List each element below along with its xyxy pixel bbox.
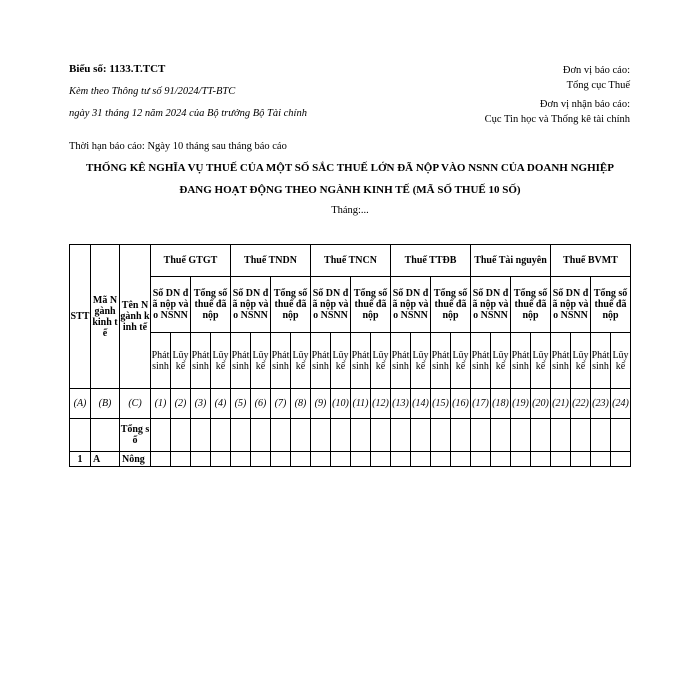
column-index: (18) (491, 389, 511, 419)
col-industry-code: Mã Ngành kinh tế (91, 245, 120, 389)
column-index: (20) (531, 389, 551, 419)
cell (471, 452, 491, 467)
group-pit: Thuế TNCN (311, 245, 391, 277)
group-resource: Thuế Tài nguyên (471, 245, 551, 277)
circular-reference: Kèm theo Thông tư số 91/2024/TT-BTC (69, 86, 236, 97)
leaf-arising: Phát sinh (351, 333, 371, 389)
leaf-cumulative: Lũy kế (411, 333, 431, 389)
data-row-1 (70, 452, 631, 467)
group-vat: Thuế GTGT (151, 245, 231, 277)
row-stt: 1 (70, 452, 91, 467)
group-env: Thuế BVMT (551, 245, 631, 277)
column-index: (2) (171, 389, 191, 419)
column-index: (4) (211, 389, 231, 419)
cell (151, 452, 171, 467)
leaf-arising: Phát sinh (191, 333, 211, 389)
column-index: (16) (451, 389, 471, 419)
leaf-cumulative: Lũy kế (331, 333, 351, 389)
cell (551, 452, 571, 467)
tax-report-table (69, 244, 631, 467)
leaf-arising: Phát sinh (551, 333, 571, 389)
total-row (70, 419, 631, 452)
column-index: (13) (391, 389, 411, 419)
cell (571, 452, 591, 467)
cell (211, 452, 231, 467)
leaf-arising: Phát sinh (231, 333, 251, 389)
column-index: (11) (351, 389, 371, 419)
column-index: (6) (251, 389, 271, 419)
row-industry-name: Nông (120, 452, 151, 467)
total-stt (70, 419, 91, 452)
total-code (91, 419, 120, 452)
cell (411, 452, 431, 467)
cell (251, 419, 271, 452)
cell (551, 419, 571, 452)
cell (531, 452, 551, 467)
cell (371, 452, 391, 467)
cell (571, 419, 591, 452)
column-index: (15) (431, 389, 451, 419)
column-index: (17) (471, 389, 491, 419)
header-row-leaves (70, 333, 631, 389)
column-index: (1) (151, 389, 171, 419)
cell (191, 452, 211, 467)
column-index: (22) (571, 389, 591, 419)
leaf-arising: Phát sinh (151, 333, 171, 389)
cell (391, 419, 411, 452)
leaf-cumulative: Lũy kế (571, 333, 591, 389)
column-index: (C) (120, 389, 151, 419)
cell (411, 419, 431, 452)
column-index: (5) (231, 389, 251, 419)
column-index: (3) (191, 389, 211, 419)
subheader-total: Tổng số thuế đã nộp (191, 277, 231, 333)
cell (351, 452, 371, 467)
cell (271, 419, 291, 452)
index-row (70, 389, 631, 419)
report-title-line2: ĐANG HOẠT ĐỘNG THEO NGÀNH KINH TẾ (MÃ SỐ THUẾ 10 SỐ) (179, 184, 521, 196)
cell (371, 419, 391, 452)
cell (351, 419, 371, 452)
group-sct: Thuế TTĐB (391, 245, 471, 277)
cell (511, 419, 531, 452)
circular-date: ngày 31 tháng 12 năm 2024 của Bộ trưởng Bộ Tài chính (69, 108, 307, 119)
col-stt: STT (70, 245, 91, 389)
leaf-arising: Phát sinh (431, 333, 451, 389)
leaf-cumulative: Lũy kế (611, 333, 631, 389)
subheader-total: Tổng số thuế đã nộp (591, 277, 631, 333)
leaf-arising: Phát sinh (391, 333, 411, 389)
column-index: (19) (511, 389, 531, 419)
cell (291, 419, 311, 452)
cell (431, 452, 451, 467)
cell (611, 419, 631, 452)
column-index: (8) (291, 389, 311, 419)
column-index: (12) (371, 389, 391, 419)
cell (451, 452, 471, 467)
col-industry-name: Tên Ngành kinh tế (120, 245, 151, 389)
subheader-count: Số DN đã nộp vào NSNN (231, 277, 271, 333)
column-index: (B) (91, 389, 120, 419)
cell (331, 452, 351, 467)
cell (451, 419, 471, 452)
subheader-count: Số DN đã nộp vào NSNN (551, 277, 591, 333)
form-number: Biểu số: 1133.T.TCT (69, 63, 166, 75)
leaf-cumulative: Lũy kế (291, 333, 311, 389)
cell (491, 452, 511, 467)
total-label: Tổng số (120, 419, 151, 452)
cell (251, 452, 271, 467)
column-index: (21) (551, 389, 571, 419)
cell (291, 452, 311, 467)
header-row-groups (70, 245, 631, 277)
cell (311, 419, 331, 452)
leaf-cumulative: Lũy kế (211, 333, 231, 389)
cell (151, 419, 171, 452)
subheader-total: Tổng số thuế đã nộp (351, 277, 391, 333)
header-row-subgroups (70, 277, 631, 333)
subheader-count: Số DN đã nộp vào NSNN (311, 277, 351, 333)
cell (231, 452, 251, 467)
leaf-cumulative: Lũy kế (451, 333, 471, 389)
reporting-unit: Tổng cục Thuế (566, 80, 630, 91)
cell (171, 452, 191, 467)
group-cit: Thuế TNDN (231, 245, 311, 277)
column-index: (A) (70, 389, 91, 419)
subheader-count: Số DN đã nộp vào NSNN (151, 277, 191, 333)
leaf-arising: Phát sinh (311, 333, 331, 389)
cell (391, 452, 411, 467)
subheader-total: Tổng số thuế đã nộp (271, 277, 311, 333)
report-title-line1: THỐNG KÊ NGHĨA VỤ THUẾ CỦA MỘT SỐ SẮC THUẾ LỚN ĐÃ NỘP VÀO NSNN CỦA DOANH NGHIỆP (86, 162, 614, 174)
subheader-count: Số DN đã nộp vào NSNN (471, 277, 511, 333)
cell (211, 419, 231, 452)
leaf-cumulative: Lũy kế (171, 333, 191, 389)
cell (331, 419, 351, 452)
column-index: (24) (611, 389, 631, 419)
report-deadline: Thời hạn báo cáo: Ngày 10 tháng sau tháng báo cáo (69, 141, 287, 152)
subheader-total: Tổng số thuế đã nộp (511, 277, 551, 333)
cell (171, 419, 191, 452)
leaf-arising: Phát sinh (511, 333, 531, 389)
cell (271, 452, 291, 467)
subheader-count: Số DN đã nộp vào NSNN (391, 277, 431, 333)
column-index: (9) (311, 389, 331, 419)
receiving-unit-label: Đơn vị nhận báo cáo: (539, 99, 630, 110)
cell (231, 419, 251, 452)
leaf-cumulative: Lũy kế (251, 333, 271, 389)
row-industry-code: A (91, 452, 120, 467)
cell (191, 419, 211, 452)
leaf-cumulative: Lũy kế (491, 333, 511, 389)
cell (431, 419, 451, 452)
column-index: (14) (411, 389, 431, 419)
leaf-arising: Phát sinh (271, 333, 291, 389)
column-index: (7) (271, 389, 291, 419)
cell (491, 419, 511, 452)
leaf-cumulative: Lũy kế (371, 333, 391, 389)
cell (531, 419, 551, 452)
leaf-arising: Phát sinh (591, 333, 611, 389)
leaf-arising: Phát sinh (471, 333, 491, 389)
cell (591, 452, 611, 467)
column-index: (10) (331, 389, 351, 419)
receiving-unit: Cục Tin học và Thống kê tài chính (484, 114, 630, 125)
cell (471, 419, 491, 452)
column-index: (23) (591, 389, 611, 419)
cell (511, 452, 531, 467)
report-month: Tháng:... (331, 205, 369, 216)
subheader-total: Tổng số thuế đã nộp (431, 277, 471, 333)
cell (591, 419, 611, 452)
cell (311, 452, 331, 467)
cell (611, 452, 631, 467)
leaf-cumulative: Lũy kế (531, 333, 551, 389)
reporting-unit-label: Đơn vị báo cáo: (562, 65, 630, 76)
